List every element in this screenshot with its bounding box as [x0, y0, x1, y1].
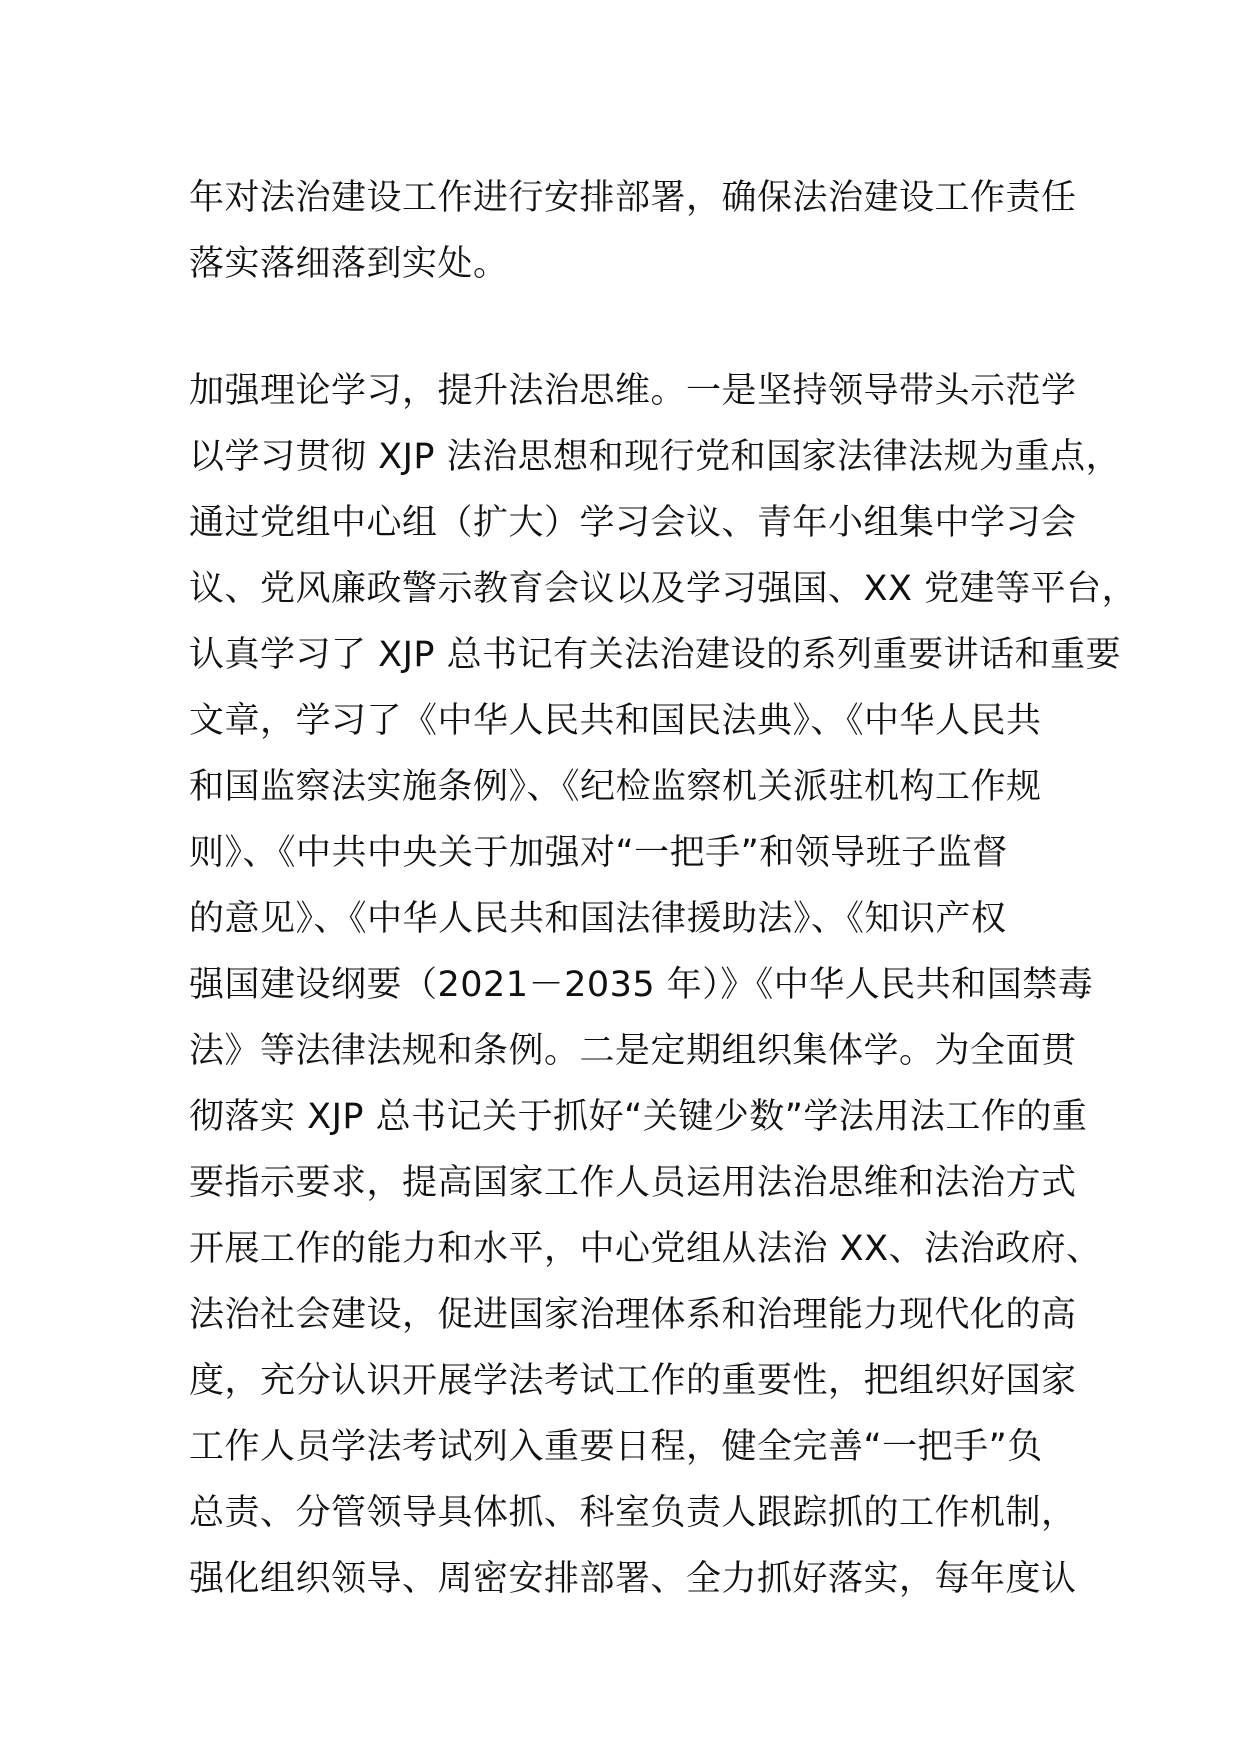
text-line: 工作人员学法考试列入重要日程，健全完善“一把手”负 — [189, 1427, 1043, 1467]
text-line: 要指示要求，提高国家工作人员运用法治思维和法治方式 — [189, 1163, 1077, 1203]
text-line: 通过党组中心组（扩大）学习会议、青年小组集中学习会 — [189, 503, 1077, 543]
text-line: 法治社会建设，促进国家治理体系和治理能力现代化的高 — [189, 1295, 1077, 1335]
text-line: 度，充分认识开展学法考试工作的重要性，把组织好国家 — [189, 1361, 1077, 1401]
text-line: 强国建设纲要（2021－2035 年）》《中华人民共和国禁毒 — [189, 965, 1094, 1005]
text-line: 总责、分管领导具体抓、科室负责人跟踪抓的工作机制， — [189, 1493, 1077, 1533]
text-line: 则》、《中共中央关于加强对“一把手”和领导班子监督 — [189, 833, 1008, 873]
text-line: 和国监察法实施条例》、《纪检监察机关派驻机构工作规 — [189, 767, 1042, 807]
paragraph-1 — [189, 165, 1089, 297]
text-line: 强化组织领导、周密安排部署、全力抓好落实，每年度认 — [189, 1559, 1077, 1599]
text-line: 彻落实 XJP 总书记关于抓好“关键少数”学法用法工作的重 — [189, 1097, 1088, 1137]
text-line: 议、党风廉政警示教育会议以及学习强国、XX 党建等平台， — [189, 569, 1138, 609]
text-line: 年对法治建设工作进行安排部署，确保法治建设工作责任 — [189, 178, 1077, 218]
paragraph-2 — [189, 358, 1138, 1612]
text-line: 认真学习了 XJP 总书记有关法治建设的系列重要讲话和重要 — [189, 635, 1122, 675]
text-line: 的意见》、《中华人民共和国法律援助法》、《知识产权 — [189, 899, 1007, 939]
text-line: 法》等法律法规和条例。二是定期组织集体学。为全面贯 — [189, 1031, 1077, 1071]
text-line: 文章，学习了《中华人民共和国民法典》、《中华人民共 — [189, 701, 1042, 741]
text-line: 以学习贯彻 XJP 法治思想和现行党和国家法律法规为重点， — [189, 437, 1122, 477]
text-line: 开展工作的能力和水平，中心党组从法治 XX、法治政府、 — [189, 1229, 1102, 1269]
text-line: 加强理论学习，提升法治思维。一是坚持领导带头示范学 — [189, 371, 1077, 411]
text-line: 落实落细落到实处。 — [189, 244, 509, 284]
